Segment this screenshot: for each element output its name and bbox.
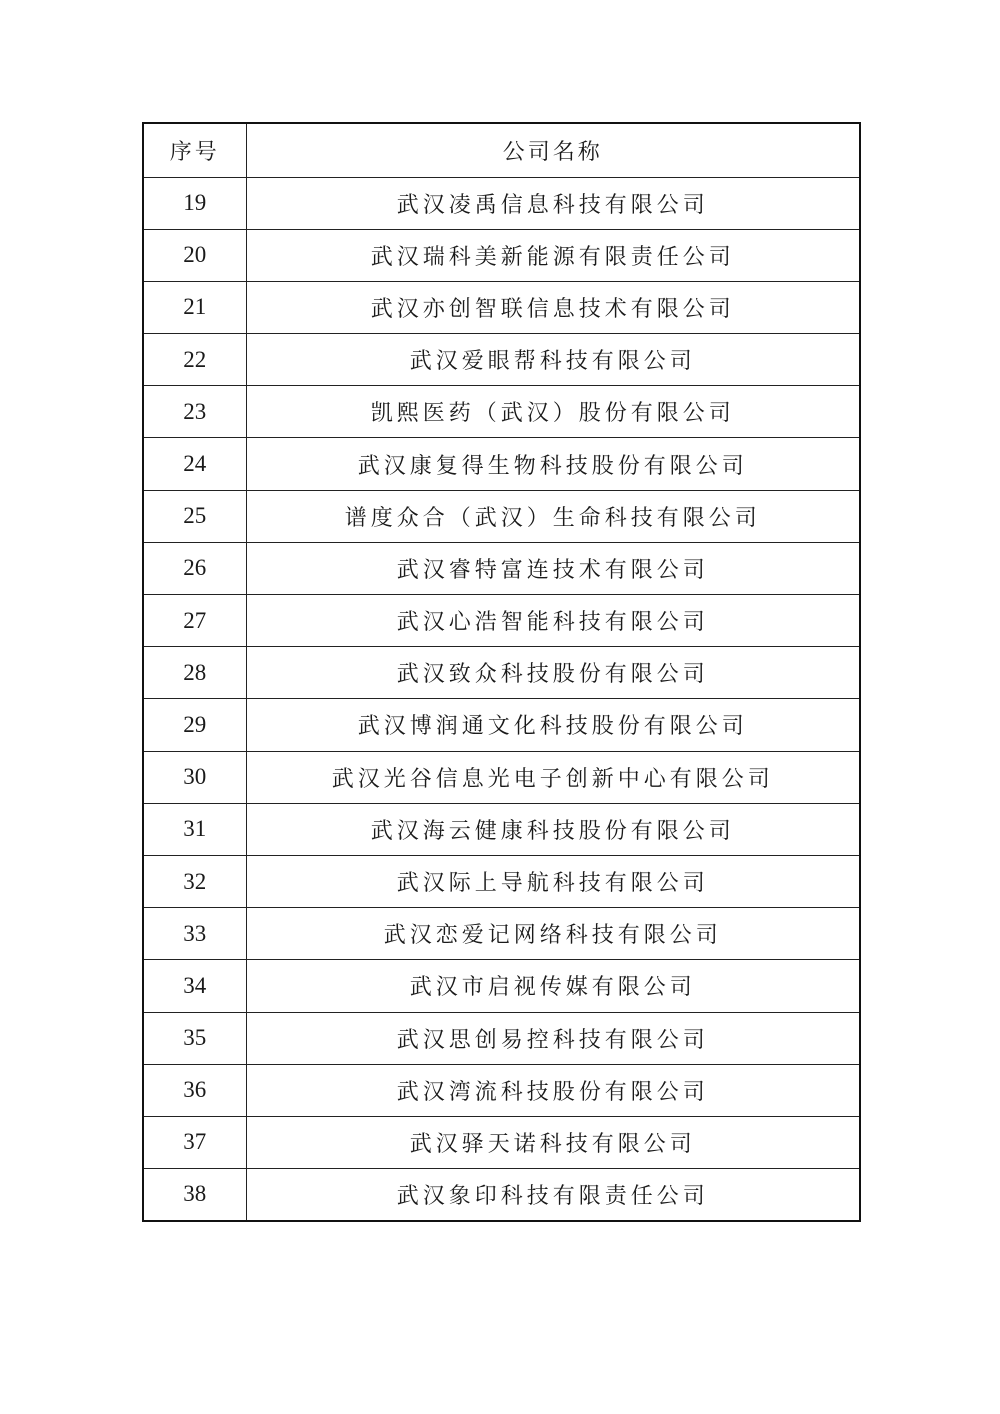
company-name: 武汉驿天诺科技有限公司 xyxy=(246,1116,860,1168)
company-name: 武汉瑞科美新能源有限责任公司 xyxy=(246,229,860,281)
table-row xyxy=(143,334,860,386)
company-name: 武汉湾流科技股份有限公司 xyxy=(246,1064,860,1116)
company-name: 武汉博润通文化科技股份有限公司 xyxy=(246,699,860,751)
company-name: 武汉致众科技股份有限公司 xyxy=(246,647,860,699)
row-number: 23 xyxy=(143,386,246,438)
table-row xyxy=(143,281,860,333)
column-header-number: 序号 xyxy=(143,123,246,177)
table-row xyxy=(143,1116,860,1168)
table-row xyxy=(143,751,860,803)
table-row xyxy=(143,1064,860,1116)
row-number: 37 xyxy=(143,1116,246,1168)
row-number: 30 xyxy=(143,751,246,803)
table-row xyxy=(143,386,860,438)
table-row xyxy=(143,1169,860,1221)
row-number: 38 xyxy=(143,1169,246,1221)
company-name: 武汉亦创智联信息技术有限公司 xyxy=(246,281,860,333)
row-number: 29 xyxy=(143,699,246,751)
row-number: 20 xyxy=(143,229,246,281)
row-number: 31 xyxy=(143,803,246,855)
row-number: 25 xyxy=(143,490,246,542)
column-header-company-name: 公司名称 xyxy=(246,123,860,177)
row-number: 36 xyxy=(143,1064,246,1116)
row-number: 35 xyxy=(143,1012,246,1064)
company-name: 武汉爱眼帮科技有限公司 xyxy=(246,334,860,386)
company-name: 武汉市启视传媒有限公司 xyxy=(246,960,860,1012)
company-name: 武汉思创易控科技有限公司 xyxy=(246,1012,860,1064)
company-name: 武汉恋爱记网络科技有限公司 xyxy=(246,908,860,960)
row-number: 34 xyxy=(143,960,246,1012)
company-name: 武汉心浩智能科技有限公司 xyxy=(246,595,860,647)
table-row xyxy=(143,542,860,594)
table-row xyxy=(143,438,860,490)
company-name: 武汉睿特富连技术有限公司 xyxy=(246,542,860,594)
row-number: 22 xyxy=(143,334,246,386)
table-row xyxy=(143,647,860,699)
table-row xyxy=(143,229,860,281)
table-body xyxy=(143,177,860,1221)
row-number: 27 xyxy=(143,595,246,647)
table-row xyxy=(143,960,860,1012)
row-number: 24 xyxy=(143,438,246,490)
table-row xyxy=(143,803,860,855)
row-number: 19 xyxy=(143,177,246,229)
table-row xyxy=(143,699,860,751)
table-row xyxy=(143,177,860,229)
table-row xyxy=(143,490,860,542)
table-row xyxy=(143,908,860,960)
row-number: 26 xyxy=(143,542,246,594)
row-number: 21 xyxy=(143,281,246,333)
row-number: 33 xyxy=(143,908,246,960)
company-name: 谱度众合（武汉）生命科技有限公司 xyxy=(246,490,860,542)
company-name: 武汉海云健康科技股份有限公司 xyxy=(246,803,860,855)
table-row xyxy=(143,855,860,907)
company-name: 凯熙医药（武汉）股份有限公司 xyxy=(246,386,860,438)
company-name: 武汉凌禹信息科技有限公司 xyxy=(246,177,860,229)
table-row xyxy=(143,595,860,647)
row-number: 28 xyxy=(143,647,246,699)
table-header-row xyxy=(143,123,860,177)
company-name: 武汉康复得生物科技股份有限公司 xyxy=(246,438,860,490)
company-name: 武汉象印科技有限责任公司 xyxy=(246,1169,860,1221)
company-name: 武汉光谷信息光电子创新中心有限公司 xyxy=(246,751,860,803)
table-row xyxy=(143,1012,860,1064)
company-name: 武汉际上导航科技有限公司 xyxy=(246,855,860,907)
company-list-table xyxy=(142,122,861,1222)
row-number: 32 xyxy=(143,855,246,907)
